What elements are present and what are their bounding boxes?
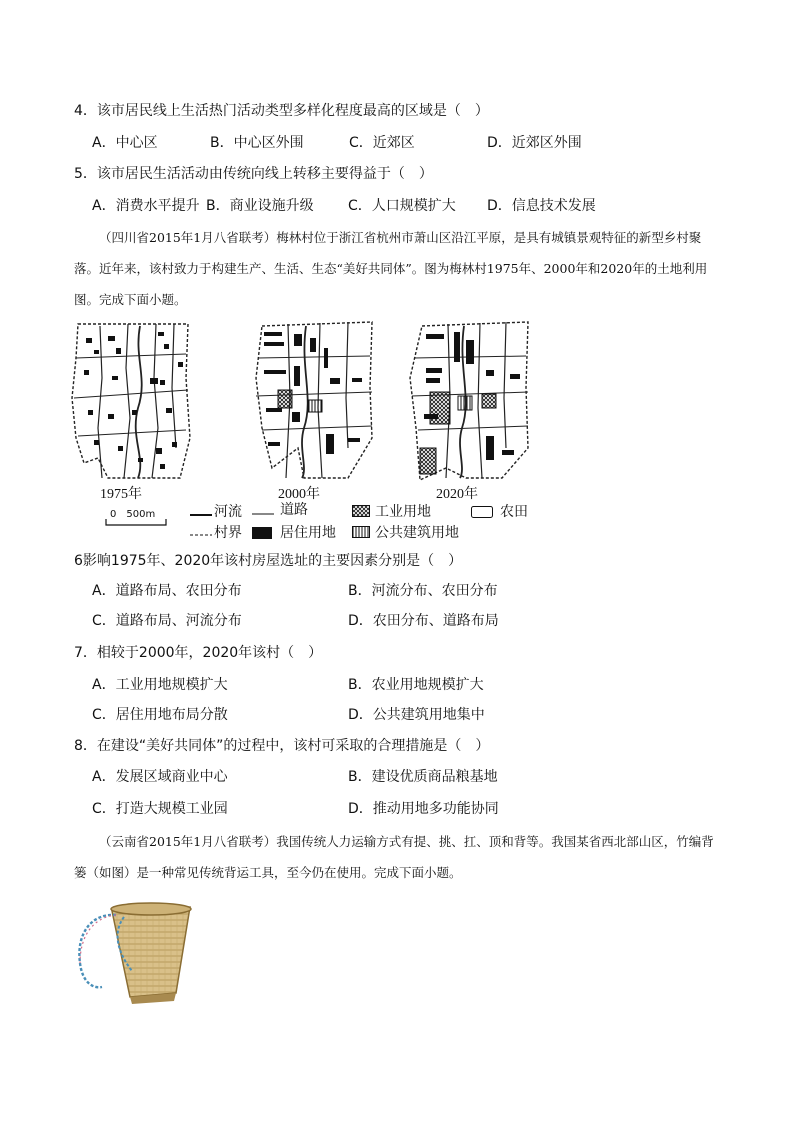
q4-option-b: B．中心区外围 — [210, 135, 304, 151]
q6-option-d: D．农田分布、道路布局 — [348, 613, 499, 629]
question-4-stem: 4．该市居民线上生活热门活动类型多样化程度最高的区域是（ ） — [74, 103, 489, 119]
industrial-legend-icon — [352, 505, 370, 517]
legend-river: 河流 — [214, 504, 242, 520]
farmland-legend-icon — [471, 506, 493, 518]
legend-public-building: 公共建筑用地 — [375, 525, 459, 541]
question-8-stem: 8．在建设“美好共同体”的过程中，该村可采取的合理措施是（ ） — [74, 738, 490, 754]
q6-option-c: C．道路布局、河流分布 — [92, 613, 242, 629]
boundary-legend-icon — [190, 532, 212, 538]
q6-option-b: B．河流分布、农田分布 — [348, 583, 498, 599]
legend-farmland: 农田 — [500, 504, 528, 520]
legend-road: 道路 — [280, 502, 308, 518]
q8-option-b: B．建设优质商品粮基地 — [348, 769, 498, 785]
map-year-label-2000: 2000年 — [278, 487, 320, 502]
bamboo-basket-photo — [72, 893, 204, 1005]
land-use-map-2000 — [248, 318, 378, 482]
q7-option-a: A．工业用地规模扩大 — [92, 677, 228, 693]
land-use-map-1975 — [68, 318, 198, 482]
question-6-stem: 6影响1975年、2020年该村房屋选址的主要因素分别是（ ） — [74, 553, 463, 569]
q4-option-a: A．中心区 — [92, 135, 158, 151]
road-legend-icon — [252, 511, 274, 517]
passage-meilin-village: （四川省2015年1月八省联考）梅林村位于浙江省杭州市萧山区沿江平原，是具有城镇景观特征的新型乡村聚落。近年来，该村致力于构建生产、生活、生态“美好共同体”。图为梅林村1975年、2000年和2020年的土地利用图。完成下面小题。 — [74, 230, 708, 307]
map-year-label-1975: 1975年 — [100, 487, 142, 502]
q8-option-d: D．推动用地多功能协同 — [348, 801, 499, 817]
q6-option-a: A．道路布局、农田分布 — [92, 583, 242, 599]
q7-option-d: D．公共建筑用地集中 — [348, 707, 485, 723]
q7-option-c: C．居住用地布局分散 — [92, 707, 228, 723]
q8-option-a: A．发展区域商业中心 — [92, 769, 228, 785]
river-legend-icon — [190, 512, 212, 518]
question-7-stem: 7．相较于2000年，2020年该村（ ） — [74, 645, 323, 661]
scale-label: 0 500m — [110, 509, 156, 520]
q5-option-d: D．信息技术发展 — [487, 198, 596, 214]
q5-option-a: A．消费水平提升 — [92, 198, 200, 214]
map-year-label-2020: 2020年 — [436, 487, 478, 502]
q4-option-d: D．近郊区外围 — [487, 135, 582, 151]
legend-boundary: 村界 — [214, 525, 242, 541]
q8-option-c: C．打造大规模工业园 — [92, 801, 228, 817]
legend-residential: 居住用地 — [280, 525, 336, 541]
q4-option-c: C．近郊区 — [349, 135, 415, 151]
q7-option-b: B．农业用地规模扩大 — [348, 677, 484, 693]
q5-option-b: B．商业设施升级 — [206, 198, 314, 214]
residential-legend-icon — [252, 527, 272, 539]
public-building-legend-icon — [352, 526, 370, 538]
legend-industrial: 工业用地 — [375, 504, 431, 520]
land-use-map-2020 — [406, 318, 536, 482]
passage-bamboo-basket: （云南省2015年1月八省联考）我国传统人力运输方式有提、挑、扛、顶和背等。我国某省西北部山区，竹编背篓（如图）是一种常见传统背运工具，至今仍在使用。完成下面小题。 — [74, 834, 714, 880]
question-5-stem: 5．该市居民生活活动由传统向线上转移主要得益于（ ） — [74, 166, 433, 182]
q5-option-c: C．人口规模扩大 — [348, 198, 456, 214]
